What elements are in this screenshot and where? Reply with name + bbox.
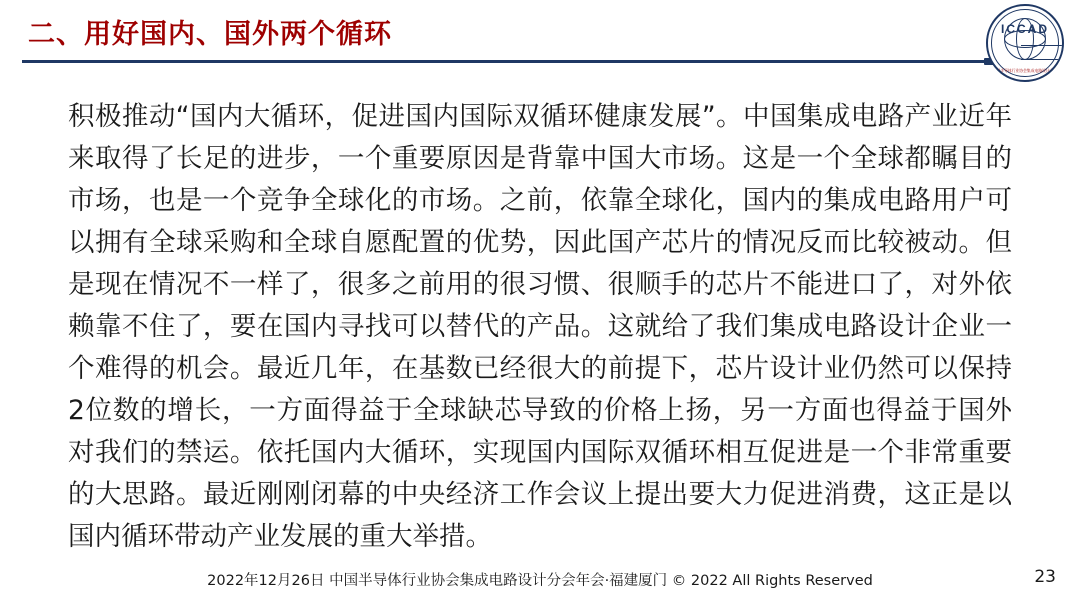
title-divider — [22, 60, 984, 63]
logo-text: ICCAD — [1001, 22, 1049, 36]
logo-subtitle: 中国半导体行业协会集成电路设计分会 — [992, 68, 1058, 73]
slide-body-text: 积极推动“国内大循环，促进国内国际双循环健康发展”。中国集成电路产业近年来取得了长足的进步，一个重要原因是背靠中国大市场。这是一个全球都瞩目的市场，也是一个竞争全球化的市场。之前，依靠全球化，国内的集成电路用户可以拥有全球采购和全球自愿配置的优势，因此国产芯片的情况反而比较被动。但是现在情况不一样了，很多之前用的很习惯、很顺手的芯片不能进口了，对外依赖靠不住了，要在国内寻找可以替代的产品。这就给了我们集成电路设计企业一个难得的机会。最近几年，在基数已经很大的前提下，芯片设计业仍然可以保持2位数的增长，一方面得益于全球缺芯导致的价格上扬，另一方面也得益于国外对我们的禁运。依托国内大循环，实现国内国际双循环相互促进是一个非常重要的大思路。最近刚刚闭幕的中央经济工作会议上提出要大力促进消费，这正是以国内循环带动产业发展的重大举措。 — [68, 101, 1012, 552]
iccad-logo — [986, 4, 1064, 82]
footer-text: 2022年12月26日 中国半导体行业协会集成电路设计分会年会·福建厦门 © 2022 All Rights Reserved — [207, 573, 873, 589]
globe-latitude-line — [1021, 59, 1063, 60]
slide-footer — [0, 569, 1080, 597]
page-number: 23 — [1034, 567, 1056, 587]
globe-latitude-line — [1021, 45, 1063, 46]
slide-header — [0, 0, 1080, 72]
page-title: 二、用好国内、国外两个循环 — [28, 19, 392, 50]
